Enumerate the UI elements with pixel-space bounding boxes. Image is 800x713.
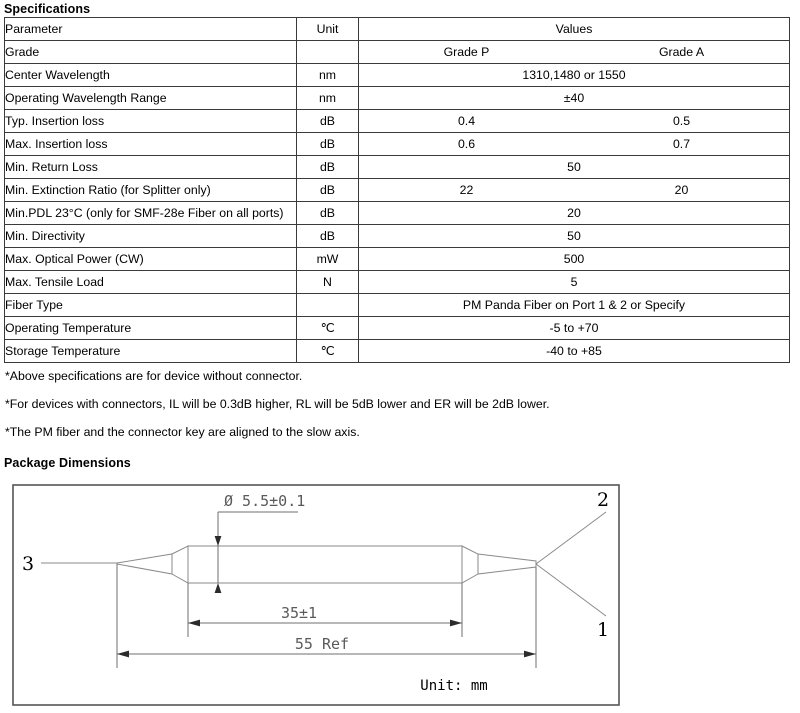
row-value-grade-p: 22 [459,182,474,197]
row-value: 50 [359,156,790,179]
specifications-table-body [5,18,790,363]
row-label: Max. Optical Power (CW) [5,248,297,271]
row-label: Typ. Insertion loss [5,110,297,133]
row-value: -40 to +85 [359,340,790,363]
row-value: 20 [359,202,790,225]
row-unit: dB [297,133,359,156]
body-cap-left [172,546,188,583]
row-value [359,133,790,156]
row-value-grade [359,41,790,64]
row-label: Min. Directivity [5,225,297,248]
table-row [5,179,790,202]
total-length-arrow-left [117,651,129,658]
row-value: 50 [359,225,790,248]
table-row [5,248,790,271]
grade-a-header: Grade A [658,44,705,59]
column-header-parameter: Parameter [5,18,297,41]
row-label: Center Wavelength [5,64,297,87]
body-length-arrow-left [188,620,200,627]
diameter-arrow-bottom [215,583,222,593]
row-value: 500 [359,248,790,271]
drawing-frame [13,485,619,705]
unit-note: Unit: mm [420,678,488,694]
fiber-lead-port-1 [536,564,606,616]
row-unit: ℃ [297,317,359,340]
row-value-grade-a: 0.5 [672,113,691,128]
footnote: *For devices with connectors, IL will be 0.3dB higher, RL will be 5dB lower and ER will be 2dB lower. [5,397,550,411]
grade-p-header: Grade P [443,44,490,59]
row-label: Storage Temperature [5,340,297,363]
table-row [5,87,790,110]
row-unit: dB [297,225,359,248]
table-row [5,110,790,133]
footnotes [5,369,550,453]
row-value [359,179,790,202]
package-dimensions-heading: Package Dimensions [4,456,131,470]
row-label: Max. Insertion loss [5,133,297,156]
row-value: -5 to +70 [359,317,790,340]
row-unit: nm [297,87,359,110]
table-row [5,64,790,87]
row-label: Min. Extinction Ratio (for Splitter only) [5,179,297,202]
table-row [5,340,790,363]
column-header-values: Values [359,18,790,41]
table-row [5,294,790,317]
row-value: 1310,1480 or 1550 [359,64,790,87]
row-value-grade-a: 0.7 [672,136,691,151]
diameter-label: Ø 5.5±0.1 [224,492,306,510]
table-row-grade [5,41,790,64]
fiber-lead-port-2 [536,512,606,564]
row-unit: dB [297,179,359,202]
row-unit [297,294,359,317]
device-outline [41,512,606,616]
body-cylinder [188,546,462,583]
row-value: PM Panda Fiber on Port 1 & 2 or Specify [359,294,790,317]
row-unit: dB [297,110,359,133]
table-header-row [5,18,790,41]
row-value: 5 [359,271,790,294]
table-row [5,202,790,225]
row-unit: N [297,271,359,294]
row-label: Min. Return Loss [5,156,297,179]
row-label: Max. Tensile Load [5,271,297,294]
body-length-label: 35±1 [280,604,318,622]
table-row [5,156,790,179]
diameter-arrow-top [215,536,222,546]
boot-right [478,554,536,574]
row-unit-grade [297,41,359,64]
footnote: *Above specifications are for device without connector. [5,369,303,383]
diameter-dimension [218,512,298,583]
row-value-grade-p: 0.4 [457,113,476,128]
column-header-unit: Unit [297,18,359,41]
row-unit: dB [297,202,359,225]
row-value-grade-a: 20 [674,182,689,197]
specifications-table [4,17,790,363]
package-drawing [12,484,620,706]
body-length-arrow-right [450,620,462,627]
port-label-3: 3 [22,553,35,575]
row-unit: nm [297,64,359,87]
row-label: Min.PDL 23°C (only for SMF-28e Fiber on all ports) [5,202,297,225]
body-cap-right [462,546,478,583]
row-label-grade: Grade [5,41,297,64]
port-label-1: 1 [597,619,610,641]
specifications-heading: Specifications [4,2,91,16]
body-length-dimension [188,583,462,637]
table-row [5,271,790,294]
total-length-arrow-right [524,651,536,658]
table-row [5,317,790,340]
row-unit: dB [297,156,359,179]
total-length-label: 55 Ref [294,635,350,653]
port-label-2: 2 [597,489,610,511]
footnote: *The PM fiber and the connector key are aligned to the slow axis. [5,425,360,439]
row-unit: ℃ [297,340,359,363]
row-label: Operating Wavelength Range [5,87,297,110]
row-label: Operating Temperature [5,317,297,340]
row-value-grade-p: 0.6 [457,136,476,151]
row-value [359,110,790,133]
table-row [5,133,790,156]
row-label: Fiber Type [5,294,297,317]
row-value: ±40 [359,87,790,110]
table-row [5,225,790,248]
row-unit: mW [297,248,359,271]
boot-left [117,554,172,574]
